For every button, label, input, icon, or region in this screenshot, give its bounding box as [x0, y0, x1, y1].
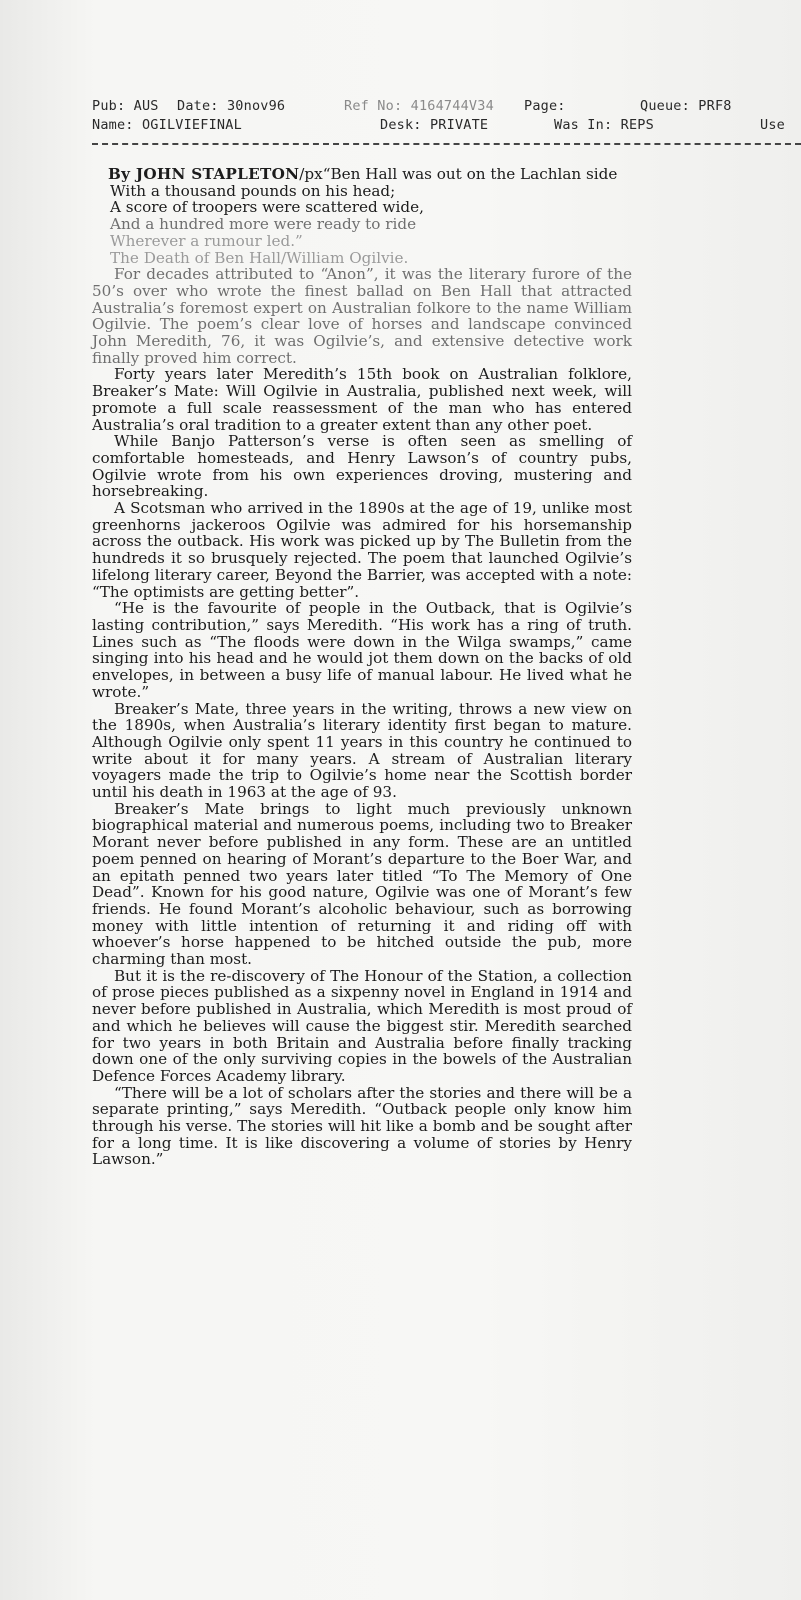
article-body — [92, 166, 632, 1168]
header-row-2 — [92, 117, 801, 136]
ref-field: Ref No: 4164744V34 — [344, 98, 494, 114]
verse-line: The Death of Ben Hall/William Ogilvie. — [110, 248, 409, 267]
article-paragraph: A Scotsman who arrived in the 1890s at the age of 19, unlike most greenhorns jackeroos Ogilvie was admired for his horsemanship across the outback. His work was picked up by The Bulletin from the hundreds it so brusquely rejected. The poem that launched Ogilvie’s lifelong literary career, Beyond the Barrier, was accepted with a note: “The optimists are getting better”. — [92, 499, 632, 601]
name-field: Name: OGILVIEFINAL — [92, 117, 242, 133]
header-divider — [92, 143, 801, 145]
verse-line: With a thousand pounds on his head; — [110, 181, 396, 200]
article-paragraph: “There will be a lot of scholars after the stories and there will be a separate printing,” says Meredith. “Outback people only know him through his verse. The stories will hit like a bomb and be sought after for a long time. It is like discovering a volume of stories by Henry Lawson.” — [92, 1083, 632, 1169]
header-row-1 — [92, 98, 801, 117]
article-paragraph: Breaker’s Mate, three years in the writing, throws a new view on the 1890s, when Australia’s literary identity first began to mature. Although Ogilvie only spent 11 years in this country he continued to write about it for many years. A stream of Australian literary voyagers made the trip to Ogilvie’s home near the Scottish border until his death in 1963 at the age of 93. — [92, 699, 632, 802]
desk-field: Desk: PRIVATE — [380, 117, 489, 133]
pub-field: Pub: AUS — [92, 98, 159, 114]
wire-header — [92, 98, 801, 136]
byline-suffix: /px“Ben Hall was out on the Lachlan side — [299, 165, 618, 183]
article-paragraph: Breaker’s Mate brings to light much previously unknown biographical material and numerous poems, including two to Breaker Morant never before published in any form. These are an untitled poem penned on hearing of Morant’s departure to the Boer War, and an epitath penned two years later titled “To The Memory of One Dead”. Known for his good nature, Ogilvie was one of Morant’s few friends. He found Morant’s alcoholic behaviour, such as borrowing money with little intention of returning it and riding off with whoever’s horse happened to be hitched outside the pub, more charming than most. — [92, 799, 632, 969]
verse-line: Wherever a rumour led.” — [110, 231, 303, 250]
article-paragraph: “He is the favourite of people in the Outback, that is Ogilvie’s lasting contribution,” says Meredith. “His work has a ring of truth. Lines such as “The floods were down in the Wilga swamps,” came singing into his head and he would jot them down on the backs of old envelopes, in between a busy life of manual labour. He lived what he wrote.” — [92, 599, 632, 701]
article-paragraph: But it is the re-discovery of The Honour of the Station, a collection of prose pieces published as a sixpenny novel in England in 1914 and never before published in Australia, which Meredith is most proud of and which he believes will cause the biggest stir. Meredith searched for two years in both Britain and Australia before finally tracking down one of the only surviving copies in the bowels of the Australian Defence Forces Academy library. — [92, 966, 632, 1085]
queue-field: Queue: PRF8 — [640, 98, 732, 114]
article-paragraph: Forty years later Meredith’s 15th book on Australian folklore, Breaker’s Mate: Will Ogilvie in Australia, published next week, will promote a full scale reassessment of the man who has entered Australia’s oral tradition to a greater extent than any other poet. — [92, 365, 632, 434]
article-paragraph: While Banjo Patterson’s verse is often seen as smelling of comfortable homesteads, and Henry Lawson’s of country pubs, Ogilvie wrote from his own experiences droving, mustering and horsebreaking. — [92, 432, 632, 501]
use-field: Use — [760, 117, 785, 133]
byline: By JOHN STAPLETON — [108, 165, 300, 183]
page-field: Page: — [524, 98, 566, 114]
was-in-field: Was In: REPS — [554, 117, 654, 133]
date-field: Date: 30nov96 — [177, 98, 286, 114]
verse-line: And a hundred more were ready to ride — [110, 215, 417, 234]
verse-line: A score of troopers were scattered wide, — [110, 198, 424, 217]
byline-paragraph — [92, 166, 632, 183]
article-paragraph: For decades attributed to “Anon”, it was the literary furore of the 50’s over who wrote the finest ballad on Ben Hall that attracted Australia’s foremost expert on Australian folkore to the name William Ogilvie. The poem’s clear love of horses and landscape convinced John Meredith, 76, it was Ogilvie’s, and extensive detective work finally proved him correct. — [92, 265, 632, 367]
